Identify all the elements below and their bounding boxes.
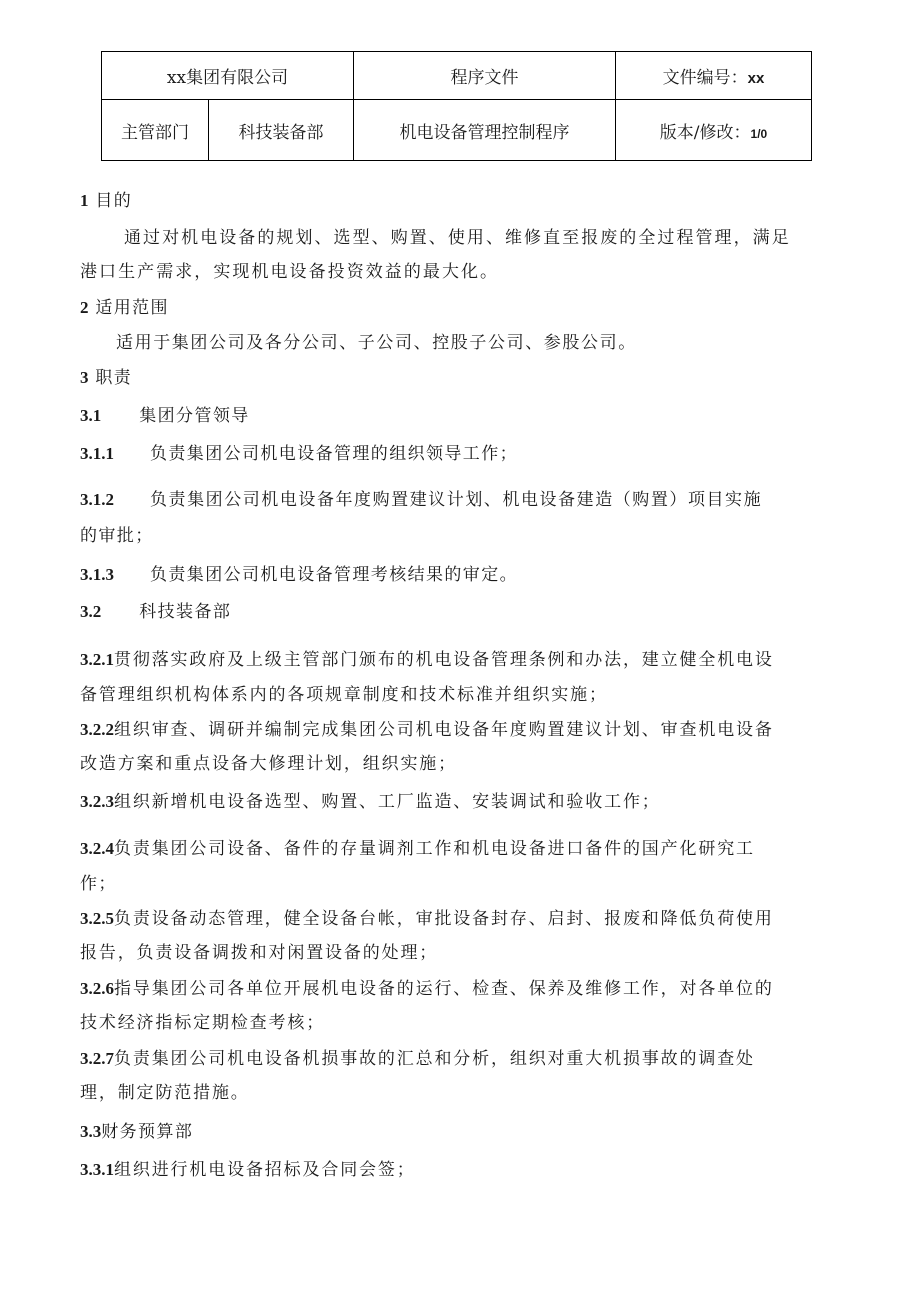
- section-title: 目的: [95, 191, 133, 211]
- item-text: 负责设备动态管理，健全设备台帐，审批设备封存、启封、报废和降低负荷使用: [114, 909, 774, 929]
- item-number: 3.2.3: [80, 792, 114, 811]
- subsection-heading: [80, 1120, 193, 1144]
- list-item-continuation: 作；: [80, 874, 117, 894]
- list-item-continuation: 理，制定防范措施。: [80, 1083, 250, 1103]
- section-title: 职责: [95, 368, 133, 388]
- item-number: 3.2.4: [80, 839, 114, 858]
- item-text: 负责集团公司设备、备件的存量调剂工作和机电设备进口备件的国产化研究工: [114, 839, 755, 859]
- list-item: [80, 442, 518, 466]
- list-item: [80, 907, 774, 931]
- company-name-cell: [102, 52, 354, 100]
- item-text: 负责集团公司机电设备管理的组织领导工作；: [150, 444, 518, 464]
- version-label: 版本/修改：: [659, 122, 751, 143]
- item-number: 3.1.3: [80, 565, 114, 584]
- doc-title: 机电设备管理控制程序: [399, 122, 570, 143]
- item-text: 组织新增机电设备选型、购置、工厂监造、安装调试和验收工作；: [114, 792, 661, 812]
- item-number: 3.1.2: [80, 490, 114, 509]
- version-cell: [616, 100, 812, 161]
- list-item-continuation: 备管理组织机构体系内的各项规章制度和技术标准并组织实施；: [80, 685, 608, 705]
- doc-number-label: 文件编号：: [662, 68, 748, 88]
- item-number: 3.2: [80, 602, 102, 621]
- section-heading: [80, 296, 169, 320]
- list-item: [80, 488, 762, 512]
- doc-number-value: xx: [747, 70, 765, 87]
- section-heading: [80, 366, 132, 390]
- paragraph-line: 港口生产需求，实现机电设备投资效益的最大化。: [80, 262, 500, 282]
- list-item: [80, 790, 661, 814]
- dept-value: 科技装备部: [238, 122, 324, 143]
- version-value: 1/0: [750, 126, 768, 141]
- item-number: 3.1.1: [80, 444, 114, 463]
- item-number: 3.1: [80, 406, 102, 425]
- doc-type: 程序文件: [450, 68, 519, 88]
- list-item-continuation: 报告，负责设备调拨和对闲置设备的处理；: [80, 943, 439, 963]
- dept-label-cell: [102, 100, 209, 161]
- section-number: 1: [80, 191, 89, 210]
- subsection-heading: [80, 600, 231, 624]
- item-text: 指导集团公司各单位开展机电设备的运行、检查、保养及维修工作，对各单位的: [114, 979, 774, 999]
- list-item-continuation: 技术经济指标定期检查考核；: [80, 1013, 326, 1033]
- section-number: 2: [80, 298, 89, 317]
- item-text: 负责集团公司机电设备年度购置建议计划、机电设备建造（购置）项目实施: [150, 490, 763, 510]
- paragraph-line: 适用于集团公司及各分公司、子公司、控股子公司、参股公司。: [116, 333, 637, 353]
- doc-title-cell: [354, 100, 616, 161]
- item-text: 负责集团公司机电设备管理考核结果的审定。: [150, 565, 518, 585]
- header-table: [101, 51, 812, 161]
- section-title: 适用范围: [95, 298, 169, 318]
- item-number: 3.2.2: [80, 720, 114, 739]
- paragraph-line: 通过对机电设备的规划、选型、购置、使用、维修直至报废的全过程管理，满足: [124, 228, 791, 248]
- list-item: [80, 1158, 416, 1182]
- item-number: 3.2.7: [80, 1049, 114, 1068]
- item-text: 负责集团公司机电设备机损事故的汇总和分析，组织对重大机损事故的调查处: [114, 1049, 755, 1069]
- subsection-title: 科技装备部: [139, 602, 232, 622]
- item-number: 3.3.1: [80, 1160, 114, 1179]
- list-item: [80, 977, 774, 1001]
- item-number: 3.2.5: [80, 909, 114, 928]
- section-number: 3: [80, 368, 89, 387]
- subsection-heading: [80, 404, 250, 428]
- item-text: 组织进行机电设备招标及合同会签；: [114, 1160, 416, 1180]
- list-item-continuation: 改造方案和重点设备大修理计划，组织实施；: [80, 754, 457, 774]
- subsection-title: 财务预算部: [101, 1122, 194, 1142]
- item-text: 贯彻落实政府及上级主管部门颁布的机电设备管理条例和办法，建立健全机电设: [114, 650, 774, 670]
- item-number: 3.3: [80, 1122, 102, 1141]
- list-item: [80, 648, 774, 672]
- item-text: 组织审查、调研并编制完成集团公司机电设备年度购置建议计划、审查机电设备: [114, 720, 774, 740]
- list-item-continuation: 的审批；: [80, 526, 154, 546]
- list-item: [80, 1047, 755, 1071]
- list-item: [80, 718, 774, 742]
- company-name: xx集团有限公司: [166, 68, 289, 88]
- list-item: [80, 837, 755, 861]
- item-number: 3.2.6: [80, 979, 114, 998]
- list-item: [80, 563, 518, 587]
- subsection-title: 集团分管领导: [139, 406, 250, 426]
- dept-label: 主管部门: [121, 122, 189, 143]
- doc-number-cell: [616, 52, 812, 100]
- doc-type-cell: [354, 52, 616, 100]
- section-heading: [80, 189, 132, 213]
- item-number: 3.2.1: [80, 650, 114, 669]
- dept-value-cell: [209, 100, 354, 161]
